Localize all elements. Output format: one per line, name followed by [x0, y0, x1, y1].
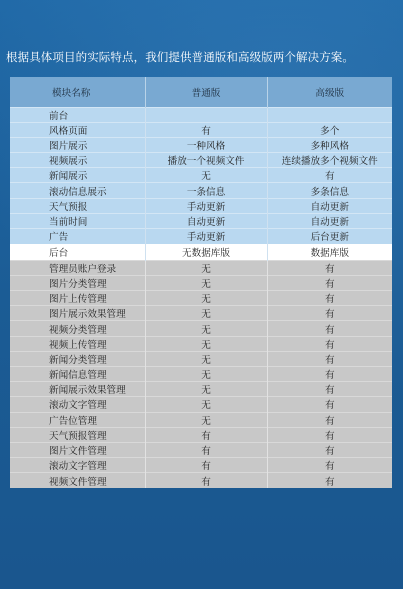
- basic-cell: 无: [145, 321, 267, 336]
- table-row: [10, 473, 392, 488]
- module-cell: 图片展示效果管理: [10, 306, 145, 321]
- advanced-cell: 有: [267, 336, 392, 351]
- advanced-cell: 有: [267, 306, 392, 321]
- table-row: [10, 107, 392, 122]
- module-cell: 当前时间: [10, 213, 145, 228]
- advanced-cell: 有: [267, 275, 392, 290]
- basic-cell: 有: [145, 427, 267, 442]
- advanced-cell: 有: [267, 367, 392, 382]
- advanced-cell: 有: [267, 458, 392, 473]
- basic-cell: 有: [145, 458, 267, 473]
- advanced-cell: 有: [267, 291, 392, 306]
- table-row: [10, 153, 392, 168]
- basic-cell: 无: [145, 306, 267, 321]
- module-cell: 风格页面: [10, 122, 145, 137]
- advanced-cell: 有: [267, 321, 392, 336]
- module-cell: 图片文件管理: [10, 442, 145, 457]
- basic-cell: 无数据库版: [145, 244, 267, 261]
- module-cell: 新闻展示: [10, 168, 145, 183]
- table-row: [10, 168, 392, 183]
- header-basic-edition: 普通版: [145, 77, 267, 107]
- basic-cell: 无: [145, 397, 267, 412]
- advanced-cell: 多种风格: [267, 137, 392, 152]
- comparison-table-container: [10, 77, 392, 495]
- basic-cell: 无: [145, 412, 267, 427]
- basic-cell: 无: [145, 291, 267, 306]
- table-row: [10, 382, 392, 397]
- basic-cell: 无: [145, 275, 267, 290]
- basic-cell: 无: [145, 168, 267, 183]
- basic-cell: 手动更新: [145, 229, 267, 244]
- advanced-cell: 有: [267, 168, 392, 183]
- table-row: [10, 275, 392, 290]
- module-cell: 广告: [10, 229, 145, 244]
- advanced-cell: 自动更新: [267, 198, 392, 213]
- table-row: [10, 351, 392, 366]
- table-row: [10, 213, 392, 228]
- module-cell: 新闻分类管理: [10, 351, 145, 366]
- intro-text: 根据具体项目的实际特点，我们提供普通版和高级版两个解决方案。: [6, 50, 354, 64]
- module-cell: 视频展示: [10, 153, 145, 168]
- table-row: [10, 367, 392, 382]
- basic-cell: 无: [145, 351, 267, 366]
- advanced-cell: 后台更新: [267, 229, 392, 244]
- module-cell: 滚动文字管理: [10, 397, 145, 412]
- basic-cell: 无: [145, 367, 267, 382]
- table-row: [10, 321, 392, 336]
- advanced-cell: 多条信息: [267, 183, 392, 198]
- table-row: [10, 412, 392, 427]
- advanced-cell: 有: [267, 427, 392, 442]
- module-cell: 视频分类管理: [10, 321, 145, 336]
- module-cell: 图片分类管理: [10, 275, 145, 290]
- basic-cell: 有: [145, 442, 267, 457]
- table-row: [10, 427, 392, 442]
- comparison-table: [10, 77, 392, 488]
- advanced-cell: 有: [267, 351, 392, 366]
- module-cell: 天气预报: [10, 198, 145, 213]
- basic-cell: 有: [145, 122, 267, 137]
- table-row: [10, 260, 392, 275]
- advanced-cell: 数据库版: [267, 244, 392, 261]
- advanced-cell: 有: [267, 397, 392, 412]
- module-cell: 前台: [10, 107, 145, 122]
- advanced-cell: 有: [267, 412, 392, 427]
- module-cell: 图片上传管理: [10, 291, 145, 306]
- advanced-cell: 有: [267, 260, 392, 275]
- module-cell: 图片展示: [10, 137, 145, 152]
- module-cell: 广告位管理: [10, 412, 145, 427]
- table-row: [10, 198, 392, 213]
- basic-cell: 手动更新: [145, 198, 267, 213]
- module-cell: 滚动文字管理: [10, 458, 145, 473]
- basic-cell: 一种风格: [145, 137, 267, 152]
- table-row: [10, 291, 392, 306]
- module-cell: 后台: [10, 244, 145, 261]
- basic-cell: 无: [145, 382, 267, 397]
- table-row: [10, 137, 392, 152]
- table-row: [10, 122, 392, 137]
- table-row: [10, 183, 392, 198]
- advanced-cell: 有: [267, 382, 392, 397]
- basic-cell: 一条信息: [145, 183, 267, 198]
- table-body: [10, 107, 392, 488]
- advanced-cell: 有: [267, 473, 392, 488]
- module-cell: 管理员账户登录: [10, 260, 145, 275]
- table-header-row: [10, 77, 392, 107]
- table-row: [10, 397, 392, 412]
- backend-section-row: [10, 244, 392, 261]
- table-row: [10, 458, 392, 473]
- advanced-cell: 连续播放多个视频文件: [267, 153, 392, 168]
- module-cell: 视频上传管理: [10, 336, 145, 351]
- advanced-cell: 有: [267, 442, 392, 457]
- basic-cell: 播放一个视频文件: [145, 153, 267, 168]
- table-row: [10, 336, 392, 351]
- header-advanced-edition: 高级版: [315, 87, 345, 99]
- table-row: [10, 306, 392, 321]
- basic-cell: 无: [145, 336, 267, 351]
- module-cell: 新闻信息管理: [10, 367, 145, 382]
- table-row: [10, 442, 392, 457]
- basic-cell: 自动更新: [145, 213, 267, 228]
- advanced-cell: 多个: [267, 122, 392, 137]
- basic-cell: [145, 107, 267, 122]
- module-cell: 滚动信息展示: [10, 183, 145, 198]
- module-cell: 视频文件管理: [10, 473, 145, 488]
- basic-cell: 无: [145, 260, 267, 275]
- module-cell: 天气预报管理: [10, 427, 145, 442]
- table-row: [10, 229, 392, 244]
- advanced-cell: [267, 107, 392, 122]
- header-module-name: 模块名称: [10, 77, 145, 107]
- advanced-cell: 自动更新: [267, 213, 392, 228]
- module-cell: 新闻展示效果管理: [10, 382, 145, 397]
- basic-cell: 有: [145, 473, 267, 488]
